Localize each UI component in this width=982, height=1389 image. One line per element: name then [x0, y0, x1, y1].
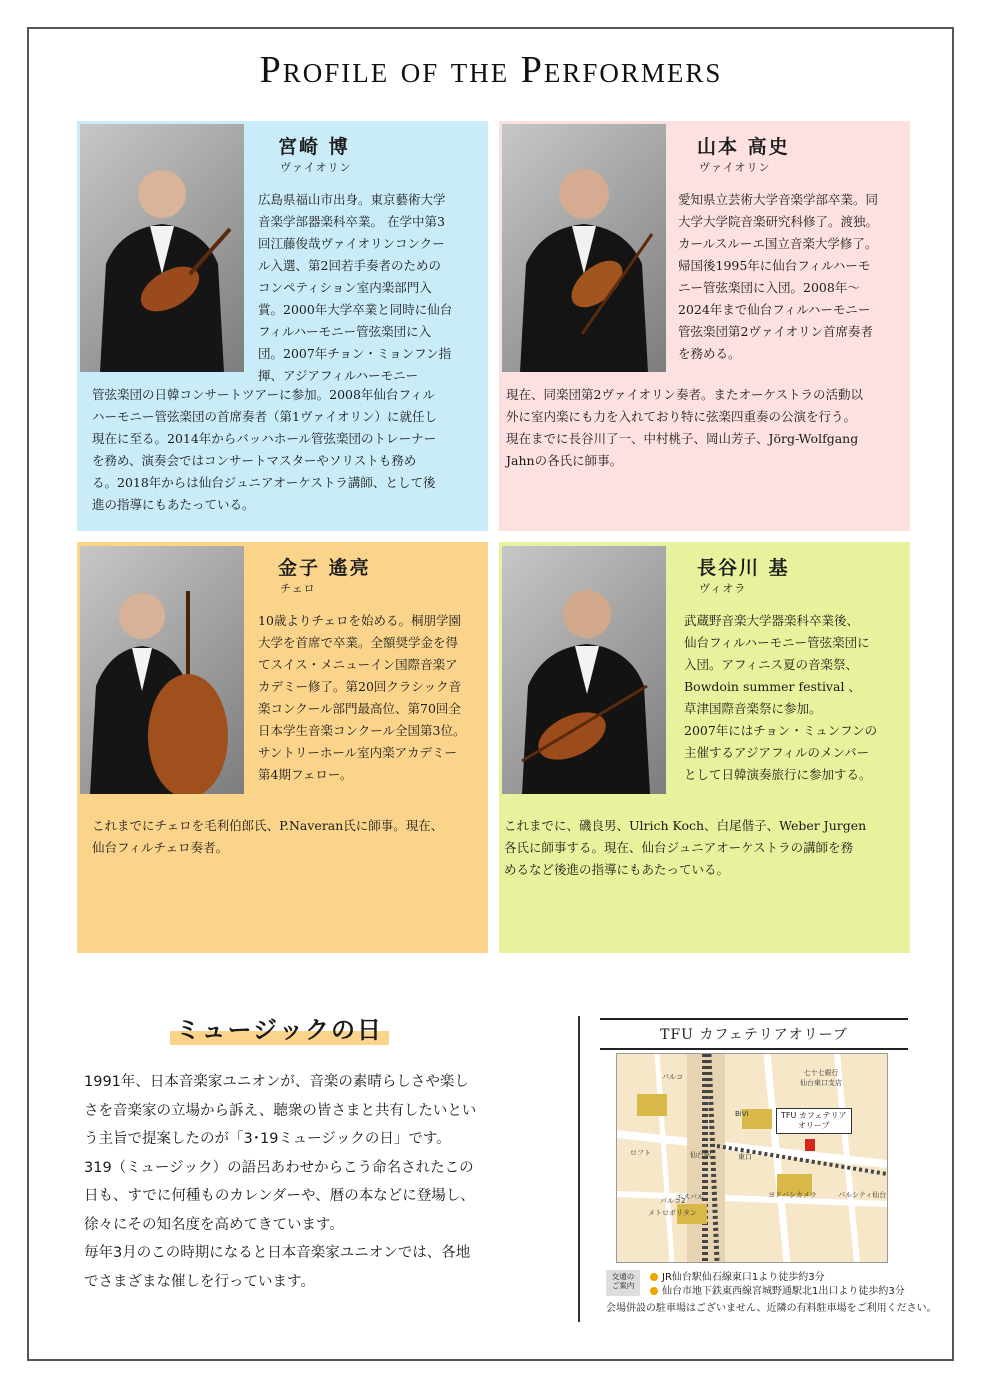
map-label-city-sendai: パルシティ仙台 [838, 1191, 887, 1199]
access-map [616, 1053, 888, 1263]
parking-note: 会場併設の駐車場はございません、近隣の有料駐車場をご利用ください。 [606, 1303, 937, 1314]
performer-bio-top: 武蔵野音楽大学器楽科卒業後、 仙台フィルハーモニー管弦楽団に 入団。アフィニス夏の音楽祭、 Bowdoin summer festival 、 草津国際音楽祭に参加。 2007年にはチョン・ミュンフンの 主催するアジアフィルのメンバー として日韓演奏旅行に参加する。 [684, 613, 878, 782]
performer-bio-top: 10歳よりチェロを始める。桐朋学園 大学を首席で卒業。全額奨学金を得 てスイス・メニューイン国際音楽ア カデミー修了。第20回クラシック音 楽コンクール部門最高位、第70回全 日本学生音楽コンクール全国第3位。 サントリーホール室内楽アカデミー 第4期フェロー。 [258, 613, 466, 782]
performer-name: 宮崎 博 [278, 136, 350, 158]
music-day-heading: ミュージックの日 [170, 1010, 389, 1045]
cellist-figure-icon [80, 546, 244, 794]
map-label-estpal: エスパル [676, 1193, 704, 1201]
performer-instrument: ヴィオラ [699, 582, 747, 595]
map-label-east-exit: 東口 [738, 1153, 752, 1161]
performer-instrument: ヴァイオリン [699, 161, 771, 174]
bullet-icon [650, 1287, 658, 1295]
performer-instrument: ヴァイオリン [280, 161, 352, 174]
violinist-figure-icon [80, 124, 244, 372]
performer-bio-bottom: 管弦楽団の日韓コンサートツアーに参加。2008年仙台フィル ハーモニー管弦楽団の首席奏者（第1ヴァイオリン）に就任し 現在に至る。2014年からバッハホール管弦楽団のトレーナー を務め、演奏会ではコンサートマスターやソリストも務め る。2018年からは仙台ジュニアオーケストラ講師、として後 進の指導にもあたっている。 [92, 387, 437, 512]
map-label-metropolitan: メトロポリタン [648, 1209, 697, 1217]
map-label-parco: パルコ [662, 1073, 683, 1081]
map-label-parco2: パルコ2 [660, 1197, 686, 1205]
access-item: JR仙台駅仙石線東口1より徒歩約3分 [650, 1268, 825, 1283]
page-title: Profile of the Performers [259, 49, 723, 91]
map-label-bivi: BiVi [735, 1110, 749, 1118]
performer-bio-top: 広島県福山市出身。東京藝術大学 音楽学部器楽科卒業。 在学中第3 回江藤俊哉ヴァイオリンコンクー ル入選、第2回若手奏者のための コンペティション室内楽部門入 賞。2000年大学卒業と同時に仙台 フィルハーモニー管弦楽団に入 団。2007年チョン・ミョンフン指 揮、アジアフィルハーモニー [258, 192, 453, 383]
map-roads-icon [617, 1054, 887, 1262]
performer-bio-bottom: 現在、同楽団第2ヴァイオリン奏者。またオーケストラの活動以 外に室内楽にも力を入れており特に弦楽四重奏の公演を行う。 現在までに長谷川了一、中村桃子、岡山芳子、Jörg-Wolfgang Jahnの各氏に師事。 [506, 387, 863, 468]
performer-name: 山本 高史 [697, 136, 790, 158]
bullet-icon [650, 1273, 658, 1281]
performer-bio-bottom: これまでにチェロを毛利伯郎氏、P.Naveran氏に師事。現在、 仙台フィルチェロ奏者。 [92, 818, 444, 855]
violinist-figure-icon [502, 124, 666, 372]
performer-bio-top: 愛知県立芸術大学音楽学部卒業。同 大学大学院音楽研究科修了。渡独。 カールスルーエ国立音楽大学修了。 帰国後1995年に仙台フィルハーモ ニー管弦楽団に入団。2008年〜 2024年まで仙台フィルハーモニー 管弦楽団第2ヴァイオリン首席奏者 を務める。 [678, 192, 879, 361]
performer-bio-bottom: これまでに、磯良男、Ulrich Koch、白尾偕子、Weber Jurgen 各氏に師事する。現在、仙台ジュニアオーケストラの講師を務 めるなど後進の指導にもあたっている。 [504, 818, 867, 877]
map-label-station: 仙台駅 [690, 1151, 711, 1159]
map-label-yodobashi: ヨドバシカメラ [768, 1191, 817, 1199]
performer-photo-cello [80, 546, 244, 794]
section-divider [578, 1016, 580, 1322]
performer-name: 金子 遙亮 [278, 557, 371, 579]
performer-instrument: チェロ [280, 582, 316, 595]
violist-figure-icon [502, 546, 666, 794]
performer-photo-violin [502, 124, 666, 372]
performer-name: 長谷川 基 [697, 557, 790, 579]
music-day-body: 1991年、日本音楽家ユニオンが、音楽の素晴らしさや楽し さを音楽家の立場から訴え、聴衆の皆さまと共有したいとい う主旨で提案したのが「3･19ミュージックの日」です。 319（ミュージック）の語呂あわせからこう命名されたこの 日も、すでに何種ものカレンダーや、暦の本などに登場し、 徐々にその知名度を高めてきています。 毎年3月のこの時期になると日本音楽家ユニオンでは、各地 でさまざまな催しを行っています。 [84, 1074, 477, 1290]
access-tag: 交通の ご案内 [606, 1270, 640, 1296]
access-item: 仙台市地下鉄東西線宮城野通駅北1出口より徒歩約3分 [650, 1282, 905, 1297]
map-label-bank: 七十七銀行 仙台東口支店 [800, 1069, 842, 1087]
map-venue-label: TFU カフェテリア オリーブ [776, 1108, 852, 1134]
performer-photo-viola [502, 546, 666, 794]
venue-title: TFU カフェテリアオリーブ [600, 1018, 908, 1050]
map-label-loft: ロフト [630, 1149, 651, 1157]
performer-photo-violin [80, 124, 244, 372]
